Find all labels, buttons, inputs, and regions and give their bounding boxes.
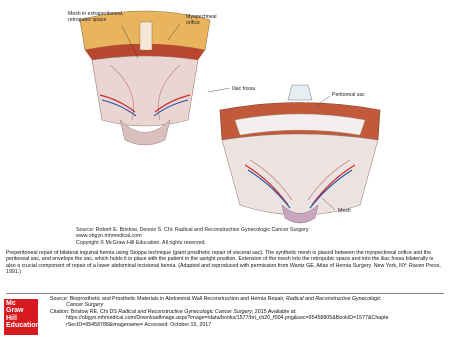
citation-url-line1[interactable]: https://obgyn.mhmedical.com/DownloadImage.aspx?image=/data/books/1577/bri_ch20_f004.png&sec=95458805&BookID=1577&Chapte bbox=[66, 315, 389, 322]
citation-url-line2: rSecID=95458788&imagename= Accessed: October 15, 2017 bbox=[66, 321, 212, 328]
label-mesh: Mesh bbox=[338, 208, 351, 214]
figure-caption: Preperitoneal repair of bilateral inguinal hernia using Stoppa technique (giant prosthetic repair of visceral sac). The synthetic mesh is placed between the myopectineal orifice and the peritoneal sac, and envelops the sac, which holds it in place with the patient in the upright position. Extension of the mesh into the retropubic space and into the iliac fossa bilaterally is also a crucial component of repair of a lower abdominal incisional hernia. (Adapted and reproduced with permission from Wantz GE. Atlas of Hernia Surgery. New York, NY: Raven Press, 1991.) bbox=[6, 250, 441, 276]
label-mesh-space: Mesh in extraperitoneal, retropubic space bbox=[68, 11, 124, 23]
source-book-title-cont: Cancer Surgery bbox=[66, 302, 104, 309]
anatomical-illustration bbox=[60, 0, 390, 248]
label-iliac-fossa: Iliac fossa bbox=[232, 86, 256, 92]
citation-book-title: Radical and Reconstructive Gynecologic Cancer Surgery bbox=[118, 308, 252, 315]
figure-source-credit bbox=[76, 227, 376, 246]
source-credit-text: Source: Robert E. Bristow, Dennis S. Chi: Radical and Reconstructive Gynecologic Cancer Surgery www.obgyn.mhmedical.com Copyright © McGraw-Hill Education. All rights reserved. bbox=[76, 227, 309, 246]
source-book-title: Radical and Reconstructive Gynecologic bbox=[285, 296, 382, 302]
citation-block bbox=[50, 296, 445, 328]
source-line bbox=[50, 296, 445, 309]
lower-pelvis-view bbox=[220, 85, 380, 223]
label-myopectineal-orifice: Myopectineal orifice bbox=[186, 14, 217, 26]
label-peritoneal-sac: Peritoneal sac bbox=[332, 92, 365, 98]
citation-line bbox=[50, 309, 445, 328]
source-prefix: Source: Bioprosthetic and Prosthetic Materials in Abdominal Wall Reconstruction and Hernia Repair, bbox=[50, 296, 286, 302]
logo-text: Mc Graw Hill Education bbox=[6, 300, 40, 330]
upper-pelvis-view bbox=[80, 11, 210, 145]
mcgraw-hill-education-logo bbox=[4, 299, 38, 335]
citation-suffix: ; 2015 Available at: bbox=[251, 308, 297, 315]
citation-prefix: Citation: Bristow RE, Chi DS bbox=[50, 308, 119, 315]
divider bbox=[6, 293, 444, 294]
